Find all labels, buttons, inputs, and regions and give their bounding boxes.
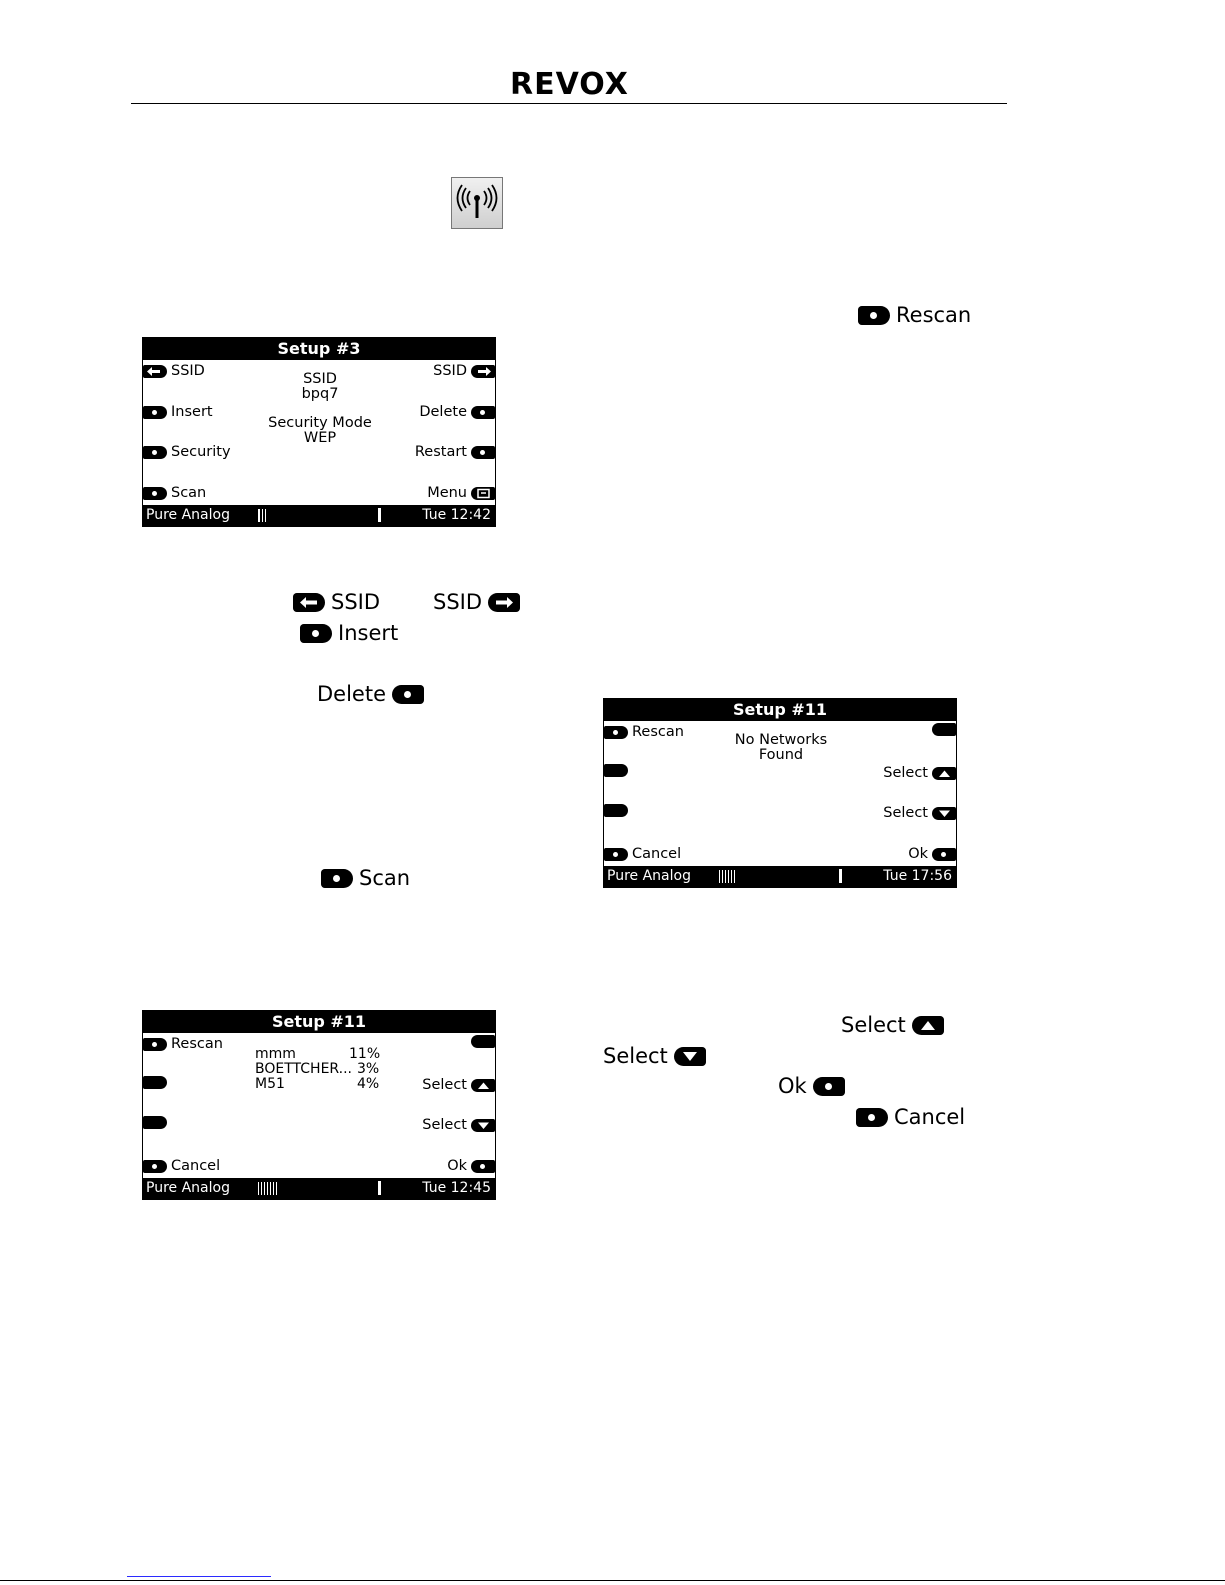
antenna-icon	[451, 177, 503, 229]
arrow-right-icon	[471, 365, 495, 378]
dot-key-icon	[858, 306, 890, 325]
delete-ref: Delete	[317, 681, 424, 707]
scan-ref: Scan	[321, 865, 410, 891]
triangle-up-icon	[912, 1016, 944, 1035]
softkey-ok[interactable]: Ok	[908, 845, 956, 863]
softkey-rescan[interactable]: Rescan	[143, 1035, 223, 1053]
ok-ref: Ok	[778, 1073, 845, 1099]
softkey-blank-right-1[interactable]	[471, 1035, 495, 1048]
triangle-down-icon	[674, 1047, 706, 1066]
dot-key-icon	[321, 869, 353, 888]
dot-key-icon	[471, 1160, 495, 1173]
menu-icon	[471, 487, 495, 500]
footer-link-underline	[127, 1576, 271, 1577]
softkey-blank-right-1[interactable]	[932, 723, 956, 736]
softkey-scan[interactable]: Scan	[143, 484, 206, 502]
status-bar: Pure Analog Tue 12:45	[143, 1178, 495, 1199]
softkey-rescan[interactable]: Rescan	[604, 723, 684, 741]
blank-key-icon	[604, 764, 628, 777]
dot-key-icon	[471, 446, 495, 459]
arrow-left-icon	[293, 593, 325, 612]
softkey-delete[interactable]: Delete	[419, 403, 495, 421]
dot-key-icon	[856, 1108, 888, 1127]
dot-key-icon	[604, 848, 628, 861]
softkey-blank-left-2[interactable]	[604, 764, 628, 777]
softkey-blank-left-3[interactable]	[143, 1116, 167, 1129]
blank-key-icon	[471, 1035, 495, 1048]
dot-key-icon	[813, 1077, 845, 1096]
screen-title: Setup #3	[143, 338, 495, 360]
ssid-left-ref: SSID	[293, 589, 380, 615]
arrow-left-icon	[143, 365, 167, 378]
screen-title: Setup #11	[143, 1011, 495, 1033]
cancel-ref: Cancel	[856, 1104, 965, 1130]
rescan-ref: Rescan	[858, 302, 971, 328]
softkey-cancel[interactable]: Cancel	[604, 845, 681, 863]
triangle-up-icon	[932, 767, 956, 780]
softkey-ssid-right[interactable]: SSID	[433, 362, 495, 380]
no-networks-message: No Networks Found	[734, 732, 828, 763]
softkey-cancel[interactable]: Cancel	[143, 1157, 220, 1175]
insert-ref: Insert	[300, 620, 398, 646]
select-down-ref: Select	[603, 1043, 706, 1069]
page-bottom-rule	[0, 1580, 1225, 1581]
triangle-up-icon	[471, 1079, 495, 1092]
softkey-blank-left-3[interactable]	[604, 804, 628, 817]
header-rule	[131, 103, 1007, 104]
network-signal: 11%	[349, 1046, 381, 1062]
softkey-select-up[interactable]: Select	[422, 1076, 495, 1094]
dot-key-icon	[143, 406, 167, 419]
network-list-item[interactable]: mmm	[255, 1046, 296, 1062]
softkey-menu[interactable]: Menu	[427, 484, 495, 502]
dot-key-icon	[143, 1160, 167, 1173]
lcd-setup-11-list	[142, 1010, 496, 1200]
dot-key-icon	[143, 446, 167, 459]
dot-key-icon	[604, 726, 628, 739]
network-list-item[interactable]: M51	[255, 1076, 285, 1092]
blank-key-icon	[604, 804, 628, 817]
dot-key-icon	[143, 487, 167, 500]
triangle-down-icon	[471, 1119, 495, 1132]
status-bar: Pure Analog Tue 12:42	[143, 505, 495, 526]
softkey-select-up[interactable]: Select	[883, 764, 956, 782]
softkey-ssid-left[interactable]: SSID	[143, 362, 205, 380]
network-signal: 4%	[357, 1076, 380, 1092]
level-meter	[719, 870, 743, 883]
triangle-down-icon	[932, 807, 956, 820]
dot-key-icon	[471, 406, 495, 419]
network-list-item[interactable]: BOETTCHER...	[255, 1061, 352, 1077]
softkey-restart[interactable]: Restart	[415, 443, 495, 461]
arrow-right-icon	[488, 593, 520, 612]
lcd-setup-11-empty	[603, 698, 957, 888]
level-meter	[258, 1182, 284, 1195]
softkey-ok[interactable]: Ok	[447, 1157, 495, 1175]
dot-key-icon	[143, 1038, 167, 1051]
ssid-info: SSID bpq7	[301, 371, 339, 402]
revox-logo: REVOX	[510, 67, 629, 102]
softkey-select-down[interactable]: Select	[422, 1116, 495, 1134]
dot-key-icon	[300, 624, 332, 643]
blank-key-icon	[143, 1116, 167, 1129]
network-signal: 3%	[357, 1061, 380, 1077]
dot-key-icon	[392, 685, 424, 704]
softkey-insert[interactable]: Insert	[143, 403, 213, 421]
level-meter	[258, 509, 278, 522]
softkey-security[interactable]: Security	[143, 443, 231, 461]
security-info: Security Mode WEP	[268, 415, 372, 446]
dot-key-icon	[932, 848, 956, 861]
ssid-right-ref: SSID	[433, 589, 520, 615]
softkey-select-down[interactable]: Select	[883, 804, 956, 822]
select-up-ref: Select	[841, 1012, 944, 1038]
status-bar: Pure Analog Tue 17:56	[604, 866, 956, 887]
softkey-blank-left-2[interactable]	[143, 1076, 167, 1089]
blank-key-icon	[932, 723, 956, 736]
screen-title: Setup #11	[604, 699, 956, 721]
lcd-setup-3	[142, 337, 496, 527]
blank-key-icon	[143, 1076, 167, 1089]
